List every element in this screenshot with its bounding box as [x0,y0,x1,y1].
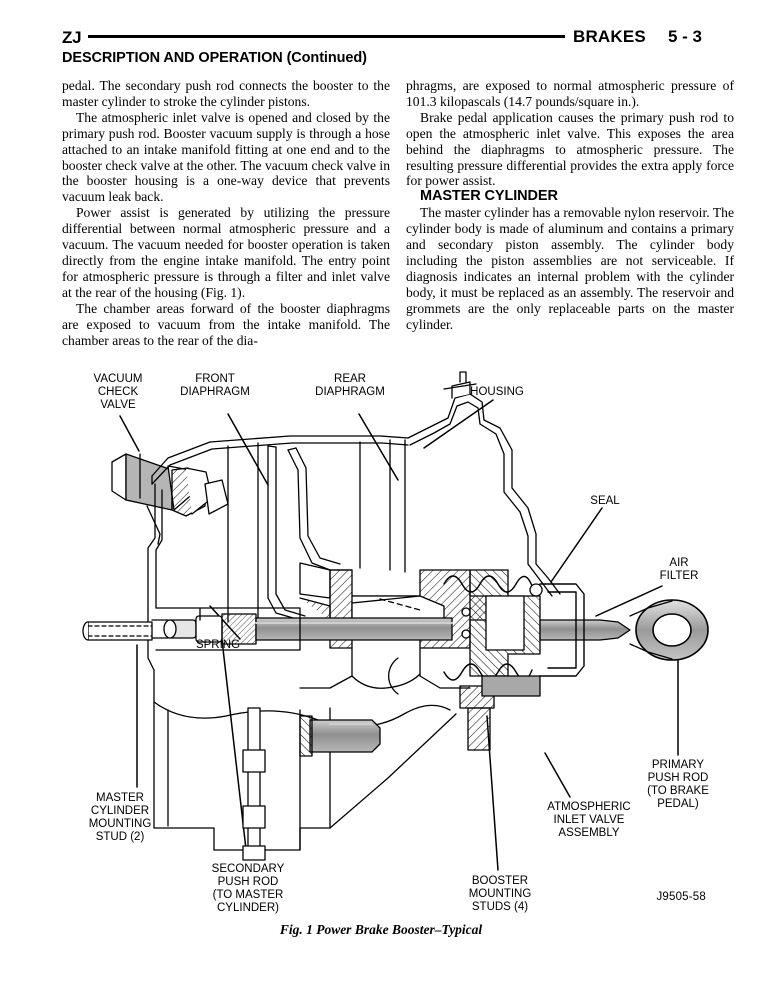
label-booster-studs-line2: MOUNTING [468,888,532,900]
rear-diaphragm-part [360,440,405,572]
figure-part-code: J9505-58 [656,891,706,903]
label-vacuum-check-valve-line3: VALVE [100,399,136,411]
label-air-filter-line1: AIR [669,557,689,569]
label-secondary-rod-line4: CYLINDER) [217,902,279,914]
paragraph: The chamber areas forward of the booster diaphragms are exposed to vacuum from the intake manifold. The chamber areas to the rear of the dia- [62,300,390,348]
seal-part [530,584,542,596]
booster-lower-detail [300,648,470,694]
booster-lower-shell [154,670,456,860]
figure-power-brake-booster [0,358,762,958]
label-rear-diaphragm-line1: REAR [334,373,366,385]
paragraph: Power assist is generated by utilizing the pressure differential between normal atmospheric pressure and a vacuum. The vacuum needed for booster operation is taken directly from the engine intake manifold. The entry point for atmospheric pressure is through a filter and inlet valve at the rear of the housing (Fig. 1). [62,205,390,300]
label-master-stud-line2: CYLINDER [90,805,150,817]
label-booster-studs-line3: STUDS (4) [471,901,529,913]
label-secondary-rod-line1: SECONDARY [211,863,285,875]
label-seal: SEAL [590,495,620,507]
body-text-right-column [406,78,734,333]
label-master-stud-line3: MOUNTING [88,818,152,830]
vacuum-check-valve-part [112,454,228,544]
booster-mounting-studs-part [460,676,540,750]
manual-code: ZJ [62,27,82,47]
label-spring: SPRING [195,639,241,651]
label-secondary-rod-line3: (TO MASTER [212,889,284,901]
leader-seal [551,508,602,582]
master-cylinder-mounting-stud-part [83,622,152,640]
section-title: BRAKES [572,27,646,46]
callout-labels [89,373,710,914]
paragraph: The atmospheric inlet valve is opened and closed by the primary push rod. Booster vacuum supply is through a hose attached to an intake manifold fitting at one end and to the booster check valve at the other. The vacuum check valve in the booster housing is a one-way device that prevents vacuum leak back. [62,109,390,205]
label-atm-inlet-line3: ASSEMBLY [558,827,620,839]
label-vacuum-check-valve-line2: CHECK [97,386,139,398]
leader-vacuum-check-valve [120,416,139,451]
label-primary-rod-line1: PRIMARY [651,759,705,771]
paragraph: phragms, are exposed to normal atmospheric pressure of 101.3 kilopascals (14.7 pounds/square in.). [406,78,734,109]
label-air-filter-line2: FILTER [659,570,699,582]
label-primary-rod-line2: PUSH ROD [647,772,709,784]
figure-caption: Fig. 1 Power Brake Booster–Typical [279,922,483,937]
paragraph: pedal. The secondary push rod connects the booster to the master cylinder to stroke the cylinder pistons. [62,78,390,109]
paragraph: Brake pedal application causes the primary push rod to open the atmospheric inlet valve. This exposes the area behind the diaphragms to atmospheric pressure. The resulting pressure differential provides the extra apply force for power assist. [406,109,734,189]
label-atm-inlet-line2: INLET VALVE [553,814,625,826]
leader-front-diaphragm [228,414,268,485]
label-master-stud-line1: MASTER [96,792,144,804]
label-master-stud-line4: STUD (2) [95,831,145,843]
label-front-diaphragm-line1: FRONT [195,373,235,385]
label-front-diaphragm-line2: DIAPHRAGM [180,386,250,398]
label-primary-rod-line3: (TO BRAKE [647,785,709,797]
page-number: 5 - 3 [667,27,702,46]
header-rule [88,35,565,38]
label-secondary-rod-line2: PUSH ROD [217,876,279,888]
subsection-heading-master-cylinder: MASTER CYLINDER [420,188,558,205]
primary-push-rod-part [540,600,708,660]
body-text-left-column [62,78,390,348]
leader-rear-diaphragm [359,414,398,480]
label-housing: HOUSING [470,386,524,398]
atmospheric-inlet-valve-part [300,716,380,756]
paragraph: The master cylinder has a removable nylon reservoir. The cylinder body is made of aluminum and contains a primary and secondary piston assembly. The cylinder body including the piston assemblies are not serviceable. If diagnosis indicates an internal problem with the cylinder body, it must be replaced as an assembly. The reservoir and grommets are the only replaceable parts on the master cylinder. [406,205,734,332]
booster-cross-section-drawing [0,358,762,958]
label-rear-diaphragm-line2: DIAPHRAGM [315,386,385,398]
section-continued-heading: DESCRIPTION AND OPERATION (Continued) [62,50,367,66]
label-booster-studs-line1: BOOSTER [471,875,529,887]
running-header [62,24,702,50]
label-atm-inlet-line1: ATMOSPHERIC [547,801,631,813]
leader-atm-inlet-valve [545,753,570,797]
label-primary-rod-line4: PEDAL) [657,798,699,810]
label-vacuum-check-valve-line1: VACUUM [93,373,143,385]
